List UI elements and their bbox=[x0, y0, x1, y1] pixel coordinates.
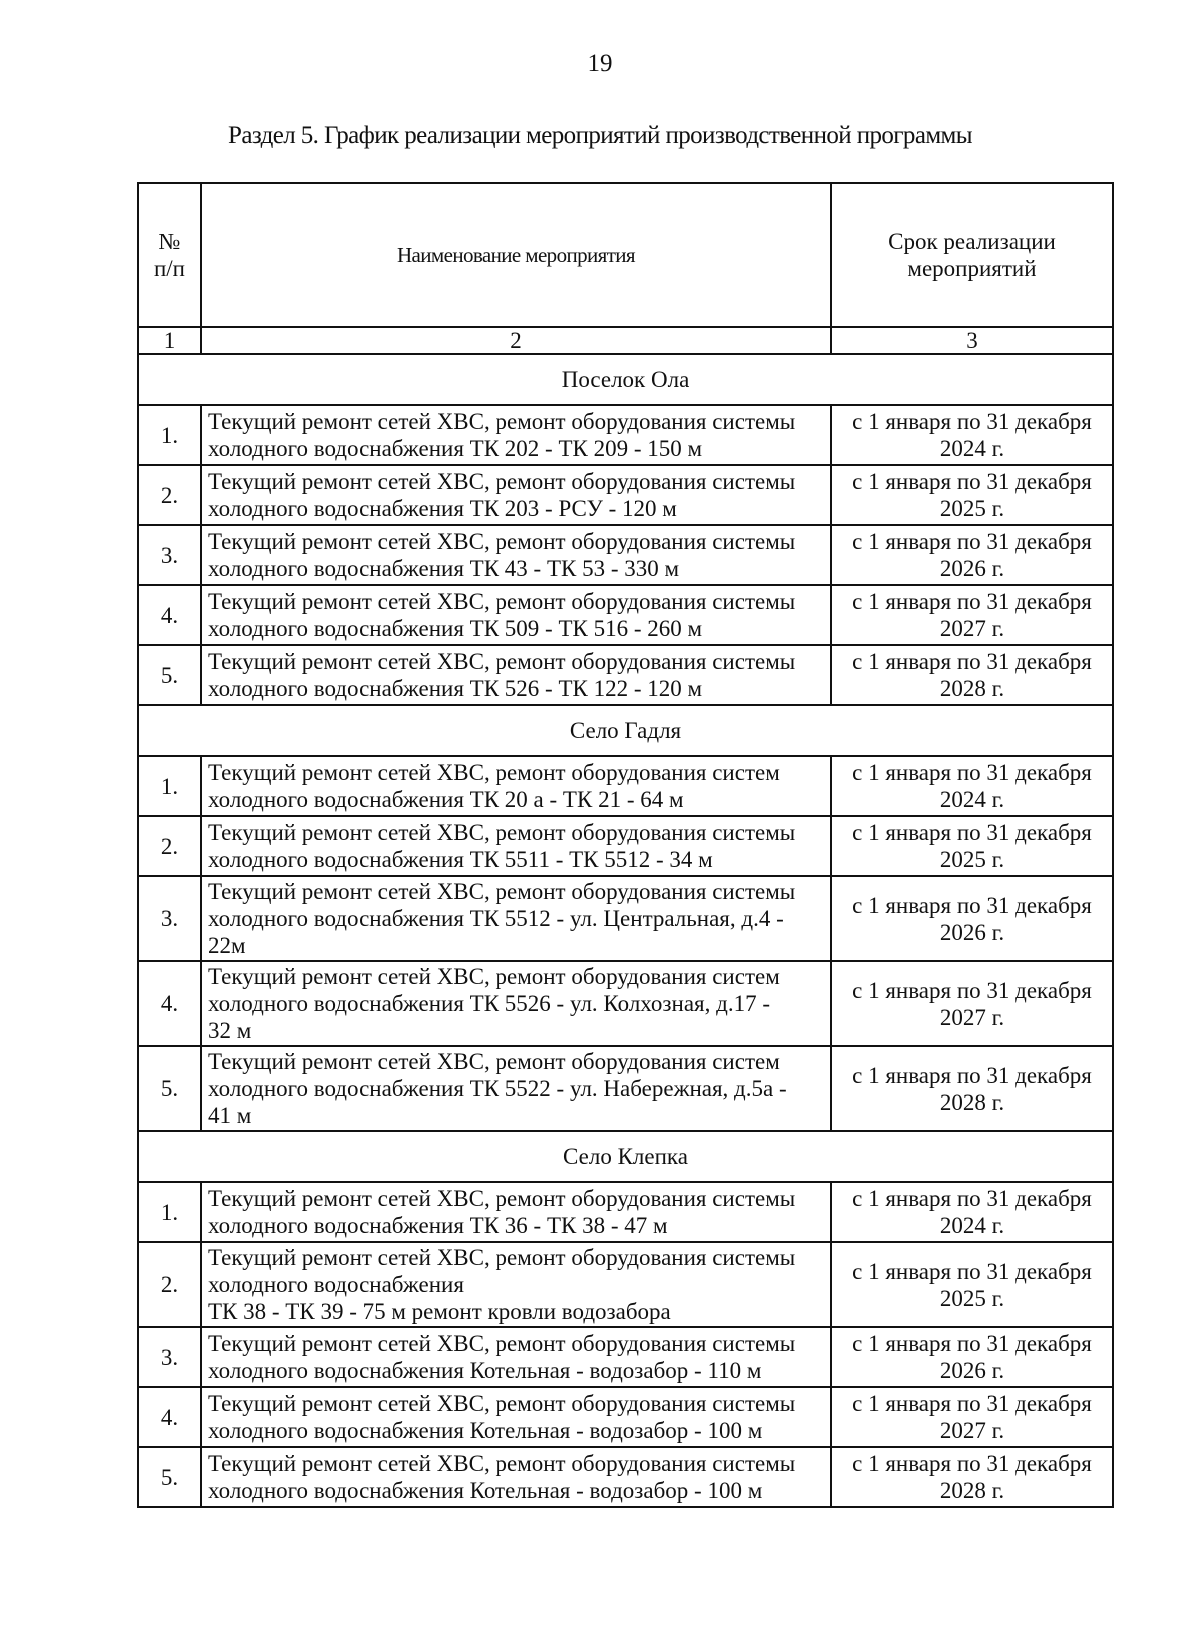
row-term: с 1 января по 31 декабря 2024 г. bbox=[831, 1182, 1113, 1242]
page-number: 19 bbox=[587, 50, 613, 77]
row-number: 4. bbox=[138, 585, 201, 645]
row-term: с 1 января по 31 декабря 2026 г. bbox=[831, 876, 1113, 961]
row-term: с 1 января по 31 декабря 2024 г. bbox=[831, 756, 1113, 816]
row-number: 4. bbox=[138, 961, 201, 1046]
row-term: с 1 января по 31 декабря 2028 г. bbox=[831, 1447, 1113, 1507]
row-name: Текущий ремонт сетей ХВС, ремонт оборудования системы холодного водоснабжения ТК 526 - ТК 122 - 120 м bbox=[201, 645, 831, 705]
table-row bbox=[138, 1046, 1113, 1131]
group-row bbox=[138, 354, 1113, 405]
table-row bbox=[138, 645, 1113, 705]
table-row bbox=[138, 1447, 1113, 1507]
row-term: с 1 января по 31 декабря 2026 г. bbox=[831, 1327, 1113, 1387]
row-number: 3. bbox=[138, 876, 201, 961]
row-number: 5. bbox=[138, 1447, 201, 1507]
row-term: с 1 января по 31 декабря 2025 г. bbox=[831, 816, 1113, 876]
row-name: Текущий ремонт сетей ХВС, ремонт оборудования системы холодного водоснабжения ТК 5511 - ТК 5512 - 34 м bbox=[201, 816, 831, 876]
row-term: с 1 января по 31 декабря 2028 г. bbox=[831, 1046, 1113, 1131]
row-name: Текущий ремонт сетей ХВС, ремонт оборудования системы холодного водоснабжения Котельная - водозабор - 110 м bbox=[201, 1327, 831, 1387]
table-row bbox=[138, 465, 1113, 525]
row-name: Текущий ремонт сетей ХВС, ремонт оборудования системы холодного водоснабжения ТК 43 - ТК 53 - 330 м bbox=[201, 525, 831, 585]
group-row bbox=[138, 1131, 1113, 1182]
group-title: Село Клепка bbox=[138, 1131, 1113, 1182]
column-number: 3 bbox=[831, 327, 1113, 354]
row-term: с 1 января по 31 декабря 2025 г. bbox=[831, 1242, 1113, 1327]
row-term: с 1 января по 31 декабря 2027 г. bbox=[831, 585, 1113, 645]
row-name: Текущий ремонт сетей ХВС, ремонт оборудования системы холодного водоснабжения Котельная - водозабор - 100 м bbox=[201, 1387, 831, 1447]
row-name: Текущий ремонт сетей ХВС, ремонт оборудования системы холодного водоснабжения Котельная - водозабор - 100 м bbox=[201, 1447, 831, 1507]
row-name: Текущий ремонт сетей ХВС, ремонт оборудования системы холодного водоснабжения ТК 36 - ТК 38 - 47 м bbox=[201, 1182, 831, 1242]
table-row bbox=[138, 961, 1113, 1046]
row-number: 5. bbox=[138, 645, 201, 705]
row-number: 1. bbox=[138, 1182, 201, 1242]
group-title: Село Гадля bbox=[138, 705, 1113, 756]
row-name: Текущий ремонт сетей ХВС, ремонт оборудования систем холодного водоснабжения ТК 20 а - ТК 21 - 64 м bbox=[201, 756, 831, 816]
row-name: Текущий ремонт сетей ХВС, ремонт оборудования системы холодного водоснабжения ТК 38 - ТК 39 - 75 м ремонт кровли водозабора bbox=[201, 1242, 831, 1327]
table-header-row bbox=[138, 183, 1113, 327]
row-number: 4. bbox=[138, 1387, 201, 1447]
row-term: с 1 января по 31 декабря 2026 г. bbox=[831, 525, 1113, 585]
header-num: № п/п bbox=[138, 183, 201, 327]
table-row bbox=[138, 1387, 1113, 1447]
column-number: 2 bbox=[201, 327, 831, 354]
group-title: Поселок Ола bbox=[138, 354, 1113, 405]
row-number: 5. bbox=[138, 1046, 201, 1131]
table-row bbox=[138, 1182, 1113, 1242]
section-title: Раздел 5. График реализации мероприятий производственной программы bbox=[228, 122, 972, 149]
row-term: с 1 января по 31 декабря 2027 г. bbox=[831, 961, 1113, 1046]
table-row bbox=[138, 1242, 1113, 1327]
header-name: Наименование мероприятия bbox=[201, 183, 831, 327]
table-row bbox=[138, 525, 1113, 585]
row-number: 2. bbox=[138, 816, 201, 876]
table-row bbox=[138, 1327, 1113, 1387]
row-name: Текущий ремонт сетей ХВС, ремонт оборудования систем холодного водоснабжения ТК 5526 - ул. Колхозная, д.17 - 32 м bbox=[201, 961, 831, 1046]
column-numbers-row bbox=[138, 327, 1113, 354]
row-term: с 1 января по 31 декабря 2028 г. bbox=[831, 645, 1113, 705]
row-name: Текущий ремонт сетей ХВС, ремонт оборудования системы холодного водоснабжения ТК 202 - ТК 209 - 150 м bbox=[201, 405, 831, 465]
group-row bbox=[138, 705, 1113, 756]
row-name: Текущий ремонт сетей ХВС, ремонт оборудования систем холодного водоснабжения ТК 5522 - ул. Набережная, д.5а - 41 м bbox=[201, 1046, 831, 1131]
row-name: Текущий ремонт сетей ХВС, ремонт оборудования системы холодного водоснабжения ТК 5512 - ул. Центральная, д.4 - 22м bbox=[201, 876, 831, 961]
row-number: 1. bbox=[138, 405, 201, 465]
table-row bbox=[138, 876, 1113, 961]
row-name: Текущий ремонт сетей ХВС, ремонт оборудования системы холодного водоснабжения ТК 509 - ТК 516 - 260 м bbox=[201, 585, 831, 645]
column-number: 1 bbox=[138, 327, 201, 354]
table-row bbox=[138, 756, 1113, 816]
row-term: с 1 января по 31 декабря 2024 г. bbox=[831, 405, 1113, 465]
table-row bbox=[138, 585, 1113, 645]
schedule-table bbox=[137, 182, 1114, 1508]
row-number: 2. bbox=[138, 465, 201, 525]
row-term: с 1 января по 31 декабря 2025 г. bbox=[831, 465, 1113, 525]
row-number: 3. bbox=[138, 1327, 201, 1387]
row-number: 1. bbox=[138, 756, 201, 816]
table-row bbox=[138, 405, 1113, 465]
row-name: Текущий ремонт сетей ХВС, ремонт оборудования системы холодного водоснабжения ТК 203 - РСУ - 120 м bbox=[201, 465, 831, 525]
row-number: 3. bbox=[138, 525, 201, 585]
row-number: 2. bbox=[138, 1242, 201, 1327]
table-row bbox=[138, 816, 1113, 876]
row-term: с 1 января по 31 декабря 2027 г. bbox=[831, 1387, 1113, 1447]
header-term: Срок реализации мероприятий bbox=[831, 183, 1113, 327]
